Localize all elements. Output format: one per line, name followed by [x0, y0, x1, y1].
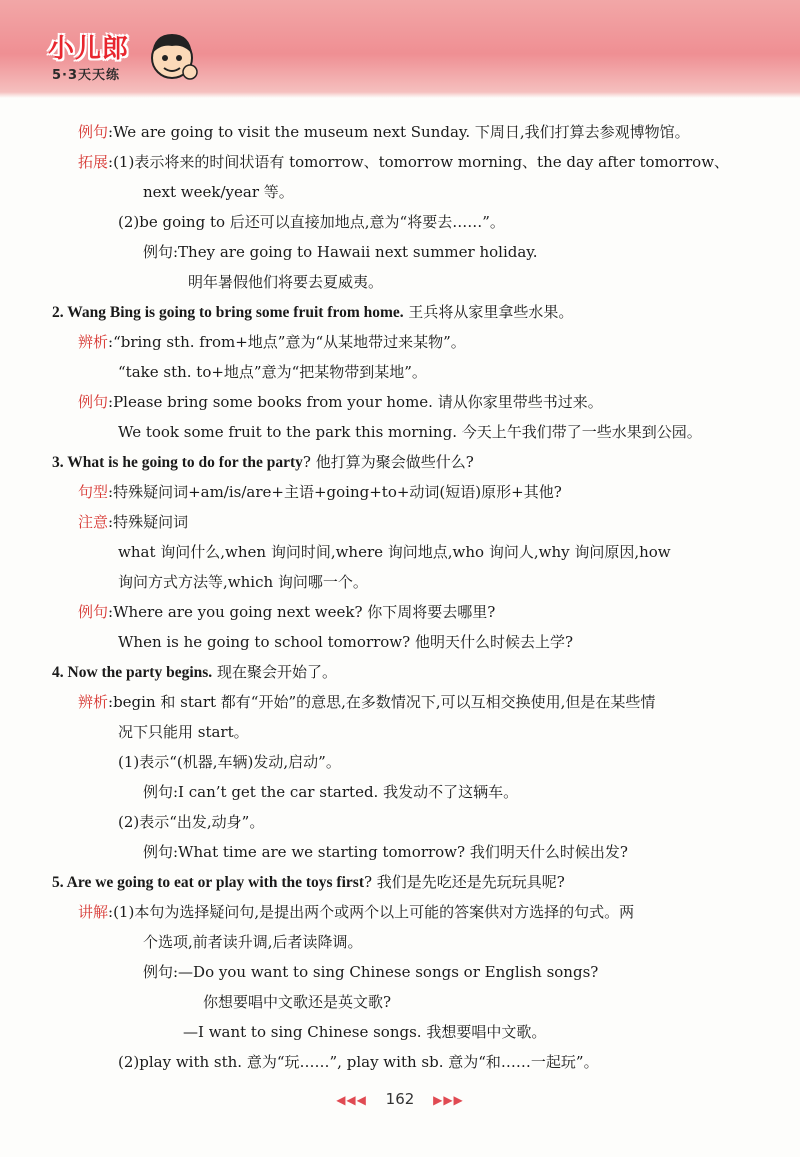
text-line: [143, 932, 363, 952]
line-text: (2)play with sth. 意为“玩……”, play with sb. 意为“和……一起玩”。: [118, 1053, 599, 1071]
line-text: :Where are you going next week? 你下周将要去哪里?: [108, 603, 496, 621]
section-label: 讲解: [78, 903, 109, 921]
line-text: 况下只能用 start。: [118, 723, 249, 741]
line-text: ? 他打算为聚会做些什么?: [302, 453, 474, 471]
mascot-boy-icon: [140, 22, 204, 86]
text-line: [52, 302, 573, 323]
text-line: [118, 422, 702, 442]
line-text: 询问方式方法等,which 询问哪一个。: [118, 573, 368, 591]
section-label: 句型: [78, 483, 109, 501]
line-text: We took some fruit to the park this morning. 今天上午我们带了一些水果到公园。: [118, 423, 702, 441]
line-text: what 询问什么,when 询问时间,where 询问地点,who 询问人,why 询问原因,how: [118, 543, 671, 561]
line-text: ? 我们是先吃还是先玩玩具呢?: [363, 873, 565, 891]
section-label: 拓展: [78, 153, 109, 171]
text-line: [118, 632, 573, 652]
line-text: :(1)表示将来的时间状语有 tomorrow、tomorrow morning、the day after tomorrow、: [108, 153, 730, 171]
line-text: next week/year 等。: [143, 183, 294, 201]
line-text: (2)be going to 后还可以直接加地点,意为“将要去……”。: [118, 213, 505, 231]
line-text: 现在聚会开始了。: [212, 663, 337, 681]
section-label: 例句: [78, 603, 109, 621]
sentence-heading: 4. Now the party begins.: [52, 664, 213, 681]
text-line: [78, 902, 634, 922]
text-line: [143, 182, 294, 202]
page-footer: [0, 1090, 800, 1108]
text-line: [78, 122, 690, 142]
logo-title: 小儿郎: [48, 34, 130, 64]
text-line: [188, 272, 383, 292]
text-line: [52, 872, 565, 893]
text-line: [78, 152, 729, 172]
line-text: “take sth. to+地点”意为“把某物带到某地”。: [118, 363, 427, 381]
line-text: :We are going to visit the museum next Sunday. 下周日,我们打算去参观博物馆。: [108, 123, 690, 141]
sentence-heading: 2. Wang Bing is going to bring some fruit from home.: [52, 304, 404, 321]
line-text: :Please bring some books from your home. 请从你家里带些书过来。: [108, 393, 603, 411]
text-line: [78, 392, 603, 412]
page-header: [0, 0, 800, 98]
line-text: 你想要唱中文歌还是英文歌?: [203, 993, 392, 1011]
text-line: [118, 572, 368, 592]
text-line: [78, 512, 188, 532]
sentence-heading: 5. Are we going to eat or play with the toys first: [52, 874, 364, 891]
text-line: [143, 242, 538, 262]
text-line: [118, 212, 505, 232]
section-label: 辨析: [78, 333, 109, 351]
text-line: [78, 332, 466, 352]
text-line: [143, 782, 518, 802]
prev-arrows-icon: ◀◀◀: [336, 1093, 367, 1107]
line-text: (1)表示“(机器,车辆)发动,启动”。: [118, 753, 341, 771]
text-line: [183, 1022, 546, 1042]
line-text: :begin 和 start 都有“开始”的意思,在多数情况下,可以互相交换使用,但是在某些情: [108, 693, 656, 711]
section-label: 辨析: [78, 693, 109, 711]
line-text: (2)表示“出发,动身”。: [118, 813, 265, 831]
brand-logo: [40, 28, 190, 88]
line-text: 例句:I can’t get the car started. 我发动不了这辆车。: [143, 783, 519, 801]
line-text: :(1)本句为选择疑问句,是提出两个或两个以上可能的答案供对方选择的句式。两: [108, 903, 635, 921]
section-label: 注意: [78, 513, 109, 531]
line-text: When is he going to school tomorrow? 他明天什么时候去上学?: [118, 633, 574, 651]
text-line: [118, 542, 671, 562]
line-text: 王兵将从家里拿些水果。: [403, 303, 574, 321]
text-line: [118, 752, 341, 772]
next-arrows-icon: ▶▶▶: [433, 1093, 464, 1107]
logo-subtitle: 5·3天天练: [52, 68, 121, 83]
text-line: [143, 962, 598, 982]
line-text: :特殊疑问词: [108, 513, 189, 531]
page-number: 162: [385, 1090, 415, 1108]
section-label: 例句: [78, 123, 109, 141]
text-line: [118, 812, 264, 832]
text-line: [118, 1052, 599, 1072]
text-line: [78, 692, 655, 712]
line-text: —I want to sing Chinese songs. 我想要唱中文歌。: [183, 1023, 547, 1041]
section-label: 例句: [78, 393, 109, 411]
text-line: [203, 992, 391, 1012]
line-text: :“bring sth. from+地点”意为“从某地带过来某物”。: [108, 333, 466, 351]
line-text: :特殊疑问词+am/is/are+主语+going+to+动词(短语)原形+其他?: [108, 483, 562, 501]
text-line: [52, 662, 337, 683]
line-text: 明年暑假他们将要去夏威夷。: [188, 273, 384, 291]
line-text: 例句:They are going to Hawaii next summer holiday.: [143, 243, 538, 261]
text-line: [78, 482, 562, 502]
line-text: 例句:—Do you want to sing Chinese songs or English songs?: [143, 963, 599, 981]
text-line: [118, 362, 427, 382]
text-line: [143, 842, 628, 862]
text-line: [118, 722, 249, 742]
line-text: 例句:What time are we starting tomorrow? 我们明天什么时候出发?: [143, 843, 628, 861]
sentence-heading: 3. What is he going to do for the party: [52, 454, 303, 471]
text-line: [78, 602, 495, 622]
line-text: 个选项,前者读升调,后者读降调。: [143, 933, 363, 951]
text-line: [52, 452, 474, 473]
